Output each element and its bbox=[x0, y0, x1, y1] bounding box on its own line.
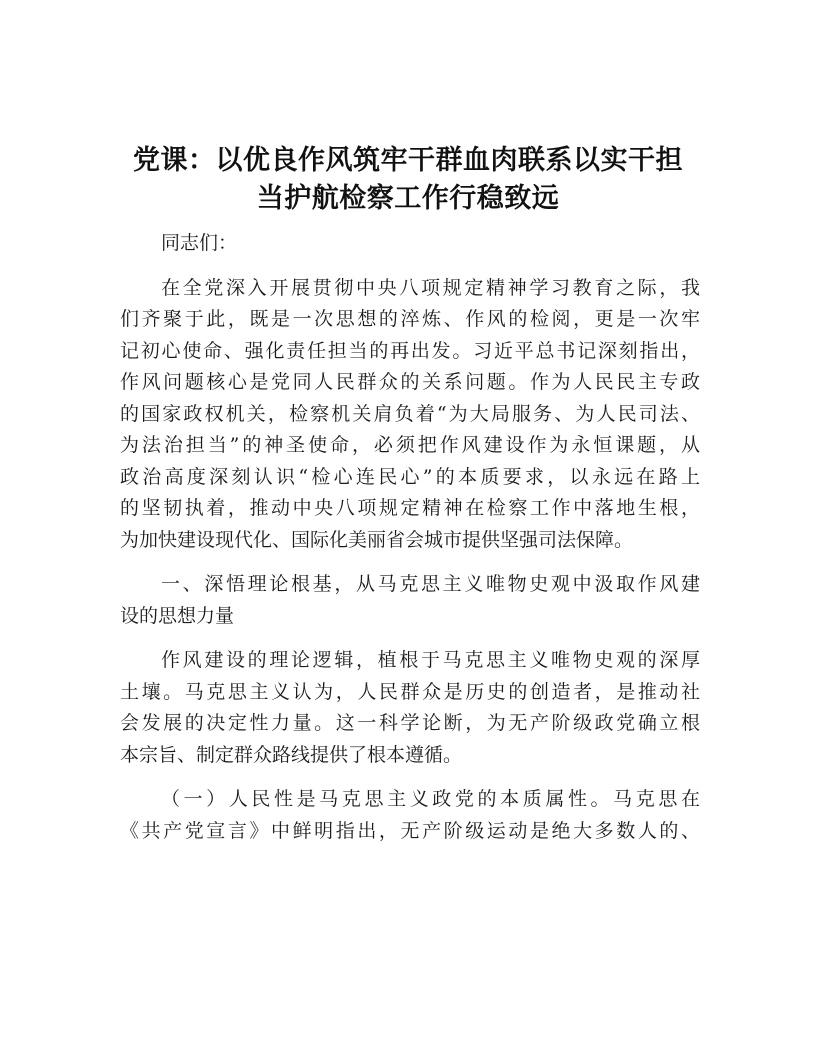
heading-line: 设的思想力量 bbox=[120, 604, 235, 627]
paragraph-line: 政治高度深刻认识“检心连民心”的本质要求，以永远在路上 bbox=[120, 465, 700, 488]
paragraph-line: 在全党深入开展贯彻中央八项规定精神学习教育之际，我 bbox=[161, 276, 700, 299]
salutation bbox=[120, 228, 700, 260]
heading-line: 一、深悟理论根基，从马克思主义唯物史观中汲取作风建 bbox=[161, 573, 700, 595]
salutation-text: 同志们： bbox=[161, 232, 238, 254]
paragraph-line: 作风问题核心是党同人民群众的关系问题。作为人民民主专政 bbox=[120, 371, 700, 393]
paragraph-line: 的国家政权机关，检察机关肩负着“为大局服务、为人民司法、 bbox=[120, 402, 700, 425]
paragraph-line: 为法治担当”的神圣使命，必须把作风建设作为永恒课题，从 bbox=[120, 434, 700, 456]
paragraph-line: 的坚韧执着，推动中央八项规定精神在检察工作中落地生根， bbox=[120, 497, 700, 519]
paragraph-theory bbox=[120, 645, 700, 771]
document-title bbox=[90, 142, 726, 218]
paragraph-line: 会发展的决定性力量。这一科学论断，为无产阶级政党确立根 bbox=[120, 712, 700, 734]
paragraph-line: （一）人民性是马克思主义政党的本质属性。马克思在 bbox=[161, 788, 700, 810]
paragraph-line: 记初心使命、强化责任担当的再出发。习近平总书记深刻指出， bbox=[120, 339, 700, 362]
paragraph-line: 作风建设的理论逻辑，植根于马克思主义唯物史观的深厚 bbox=[161, 649, 700, 671]
title-line-2: 当护航检察工作行稳致远 bbox=[256, 183, 560, 214]
paragraph-line: 本宗旨、制定群众路线提供了根本遵循。 bbox=[120, 743, 463, 766]
paragraph-line: 们齐聚于此，既是一次思想的淬炼、作风的检阅，更是一次牢 bbox=[120, 308, 700, 330]
section-heading-1 bbox=[120, 569, 700, 632]
paragraph-line: 为加快建设现代化、国际化美丽省会城市提供坚强司法保障。 bbox=[120, 528, 634, 551]
document-body bbox=[120, 228, 700, 847]
paragraph-line: 《共产党宣言》中鲜明指出，无产阶级运动是绝大多数人的、 bbox=[120, 819, 700, 842]
paragraph-intro bbox=[120, 273, 700, 557]
paragraph-line: 土壤。马克思主义认为，人民群众是历史的创造者，是推动社 bbox=[120, 680, 700, 703]
title-line-1: 党课：以优良作风筑牢干群血肉联系以实干担 bbox=[133, 145, 683, 176]
paragraph-subsection-1 bbox=[120, 784, 700, 847]
